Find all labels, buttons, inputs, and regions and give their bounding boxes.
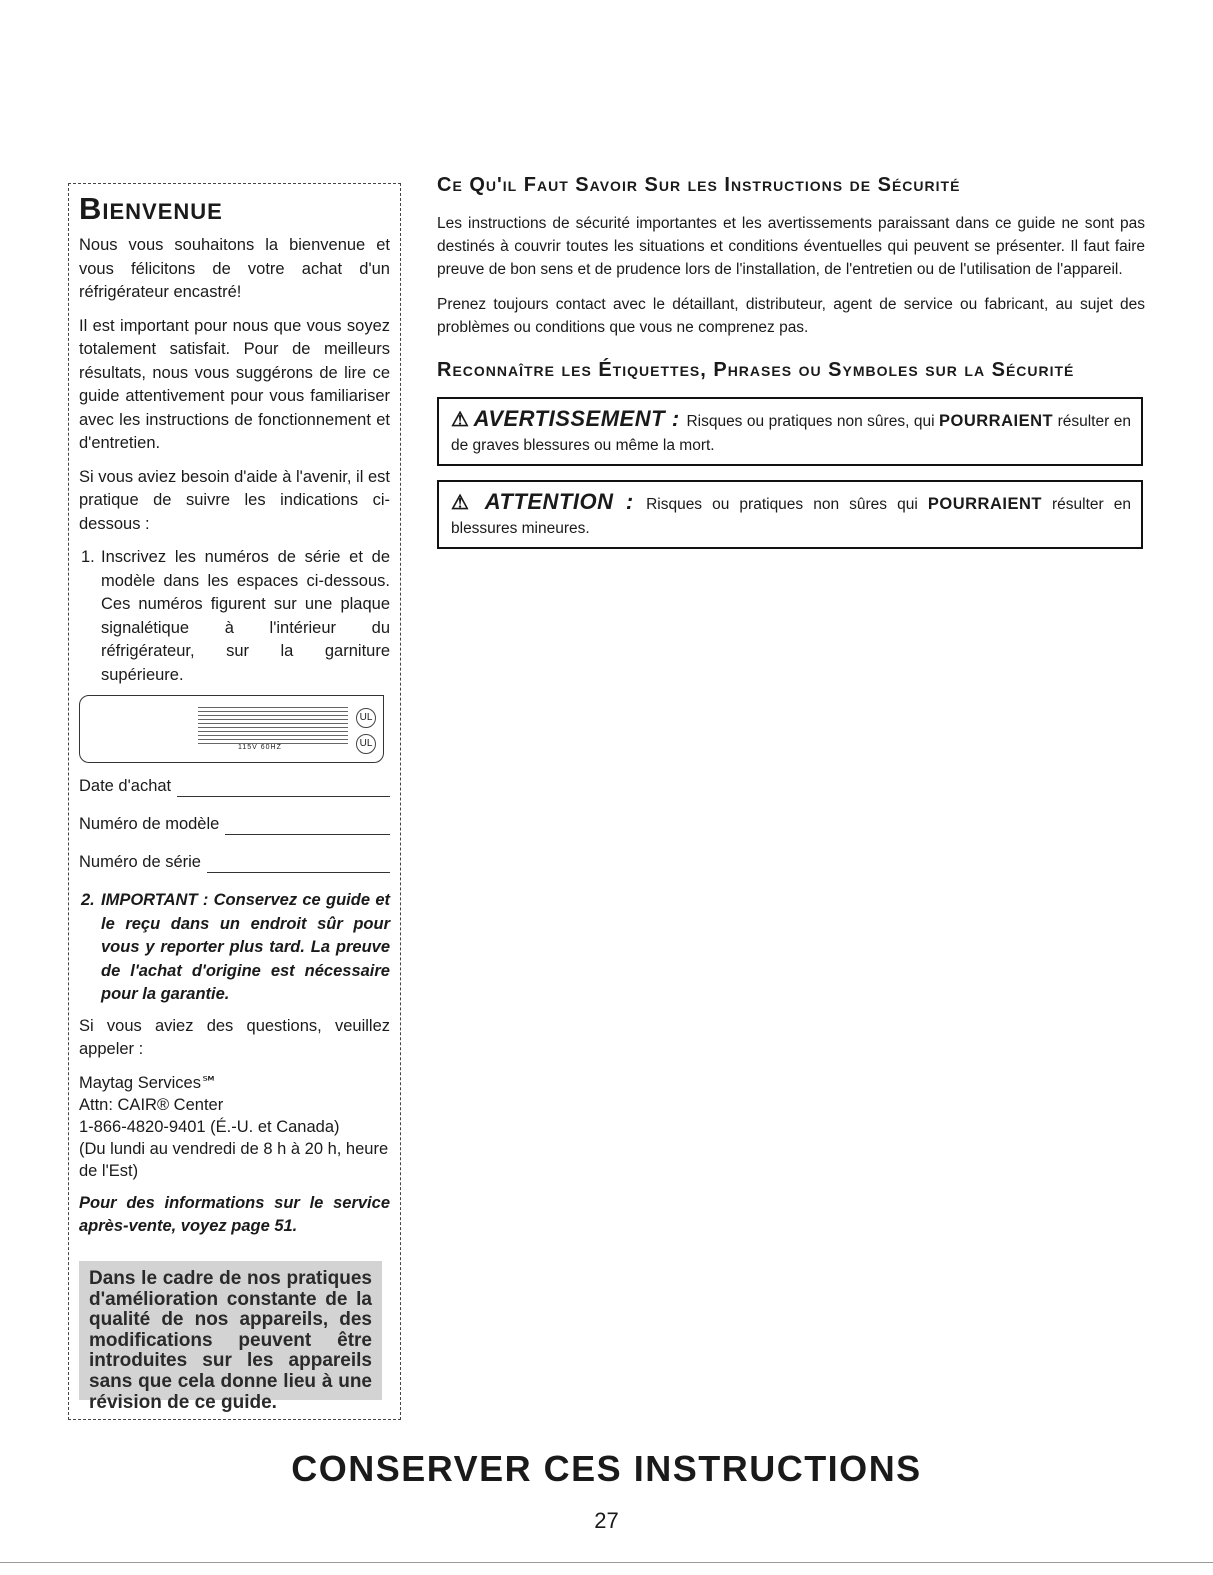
welcome-paragraph-4: Si vous aviez des questions, veuillez appeler : [79, 1016, 390, 1058]
footer-title: CONSERVER CES INSTRUCTIONS [291, 1448, 922, 1489]
improvement-notice: Dans le cadre de nos pratiques d'amélioration constante de la qualité de nos appareils, des modifications peuvent être introduites sur les appareils sans que cela donne lieu à une révision de ce guide. [79, 1261, 382, 1400]
serial-number-field[interactable] [79, 851, 390, 873]
recognize-heading: Reconnaître les Étiquettes, Phrases ou Symboles sur la Sécurité [437, 359, 1075, 381]
field-label: Date d'achat [79, 777, 172, 795]
caution-separator: : [613, 489, 647, 514]
list-item-1 [79, 546, 390, 687]
warning-box [437, 397, 1143, 466]
safety-section [437, 172, 1145, 549]
page-number: 27 [594, 1508, 619, 1533]
caution-text-b: résulter en blessures mineures. [451, 496, 1131, 537]
warning-signal-word: AVERTISSEMENT [473, 406, 666, 431]
plate-voltage: 115V 60HZ [238, 744, 282, 751]
plate-text-lines [198, 704, 378, 754]
warning-triangle-icon: ⚠ [451, 409, 470, 431]
list-item-text: IMPORTANT : Conservez ce guide et le reçu dans un endroit sûr pour vous y reporter plus tard. La preuve de l'achat d'origine est nécessaire pour la garantie. [101, 891, 390, 1003]
list-item-text: Inscrivez les numéros de série et de modèle dans les espaces ci-dessous. Ces numéros figurent sur une plaque signalétique à l'intérieur du réfrigérateur, sur la garniture supérieure. [101, 548, 390, 684]
warning-separator: : [665, 406, 687, 431]
welcome-box [68, 183, 401, 1420]
field-label: Numéro de modèle [79, 815, 220, 833]
contact-hours: (Du lundi au vendredi de 8 h à 20 h, heure de l'Est) [79, 1139, 389, 1180]
bottom-rule [0, 1562, 1213, 1563]
welcome-title: Bienvenue [79, 191, 223, 226]
blank-line[interactable] [207, 856, 390, 873]
ul-logo-icon: UL [356, 734, 376, 754]
contact-phone: 1-866-4820-9401 (É.-U. et Canada) [79, 1117, 340, 1136]
blank-line[interactable] [225, 818, 390, 835]
list-item-2 [79, 889, 390, 1007]
welcome-paragraph-2: Il est important pour nous que vous soyez totalement satisfait. Pour de meilleurs résultats, nous vous suggérons de lire ce guide attentivement pour vous familiariser avec les instructions de fonctionnement et d'entretien. [79, 316, 390, 452]
caution-box [437, 480, 1143, 549]
warning-text-a: Risques ou pratiques non sûres, qui [686, 413, 940, 430]
safety-heading: Ce Qu'il Faut Savoir Sur les Instructions de Sécurité [437, 174, 961, 196]
contact-attn: Attn: CAIR® Center [79, 1095, 224, 1114]
service-note: Pour des informations sur le service après-vente, voyez page 51. [79, 1193, 390, 1235]
caution-triangle-icon: ⚠ [451, 492, 475, 514]
ul-logo-icon: UL [356, 708, 376, 728]
field-label: Numéro de série [79, 853, 201, 871]
list-item-number: 1. [81, 548, 95, 566]
caution-signal-word: ATTENTION [484, 489, 614, 514]
welcome-intro: Nous vous souhaitons la bienvenue et vous félicitons de votre achat d'un réfrigérateur encastré! [79, 236, 390, 301]
safety-paragraph-1: Les instructions de sécurité importantes et les avertissements paraissant dans ce guide ne sont pas destinés à couvrir toutes les situations et conditions éventuelles qui peuvent se présenter. Il faut faire preuve de bon sens et de prudence lors de l'installation, de l'entretien ou de l'utilisation de l'appareil. [437, 215, 1145, 278]
model-number-field[interactable] [79, 813, 390, 835]
contact-name: Maytag Services℠ [79, 1073, 218, 1092]
safety-paragraph-2: Prenez toujours contact avec le détaillant, distributeur, agent de service ou fabricant, au sujet des problèmes ou conditions que vous ne comprenez pas. [437, 296, 1145, 336]
purchase-date-field[interactable] [79, 775, 390, 797]
blank-line[interactable] [177, 780, 390, 797]
caution-text-a: Risques ou pratiques non sûres qui [646, 496, 928, 513]
warning-strong: POURRAIENT [939, 412, 1054, 430]
caution-strong: POURRAIENT [927, 495, 1042, 513]
list-item-number: 2. [81, 891, 95, 909]
warning-text-b: résulter en de graves blessures ou même la mort. [451, 413, 1131, 454]
welcome-paragraph-3: Si vous aviez besoin d'aide à l'avenir, il est pratique de suivre les indications ci-dessous : [79, 467, 390, 533]
serial-plate-illustration [79, 695, 384, 763]
